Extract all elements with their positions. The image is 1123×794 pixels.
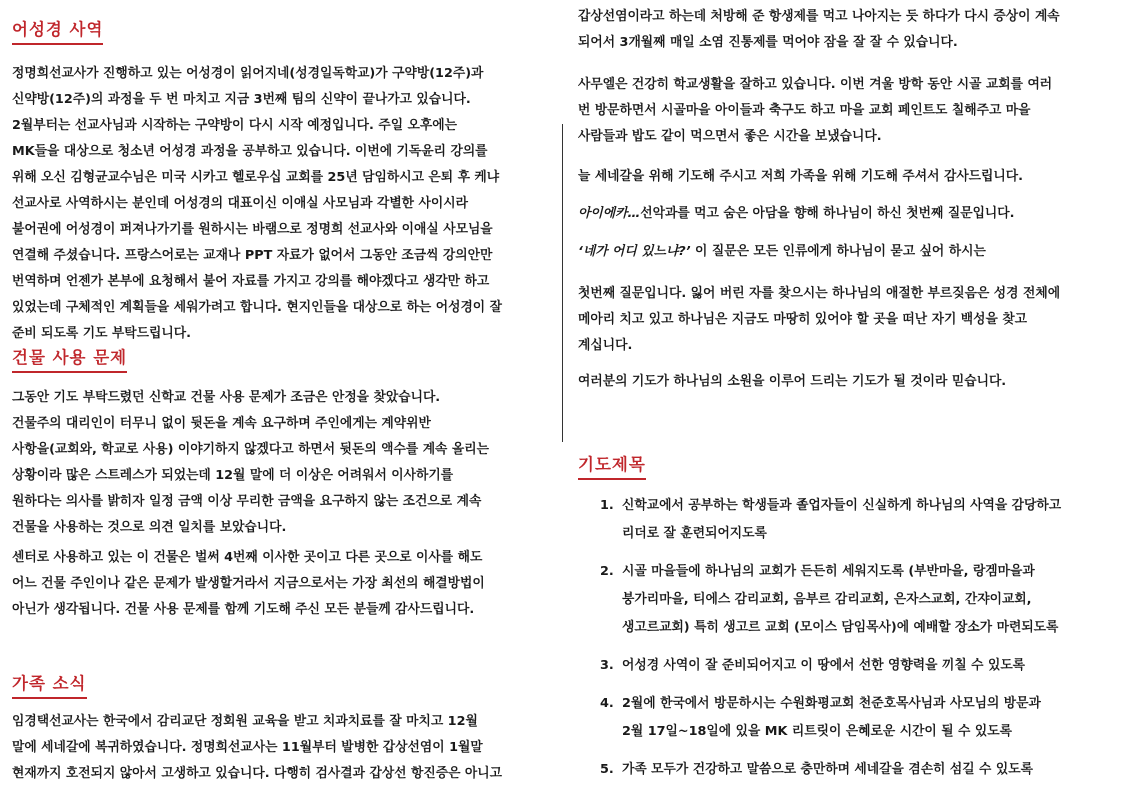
text-line: 정명희선교사가 진행하고 있는 어성경이 읽어지네(성경일독학교)가 구약방(12주)과 — [12, 66, 484, 81]
prayer-item-text: 시골 마을들에 하나님의 교회가 든든히 세워지도록 (부반마을, 랑겜마을과 — [622, 564, 1035, 579]
prayer-item-text: 신학교에서 공부하는 학생들과 졸업자들이 신실하게 하나님의 사역을 감당하고 — [622, 498, 1062, 513]
text-line: 건물주의 대리인이 터무니 없이 뒷돈을 계속 요구하며 주인에게는 계약위반 — [12, 416, 431, 431]
prayer-item-number: 5. — [600, 762, 614, 777]
emphasis-aiyeka: 아이에카… — [578, 206, 641, 221]
text-line: 신약방(12주)의 과정을 두 번 마치고 지금 3번째 팀의 신약이 끝나가고 있습니다. — [12, 92, 471, 107]
text-line: 첫번째 질문입니다. 잃어 버린 자를 찾으시는 하나님의 애절한 부르짖음은 성경 전체에 — [578, 286, 1061, 301]
prayer-item — [600, 492, 1108, 548]
column-divider — [562, 124, 563, 442]
prayer-item-number: 2. — [600, 564, 614, 579]
family-paragraph-5: ‘네가 어디 있느냐?’ 이 질문은 모든 인류에게 하나님이 묻고 싶어 하시는 — [578, 244, 986, 259]
text-line: 번역하며 언젠가 본부에 요청해서 불어 자료를 가지고 강의를 해야겠다고 생각만 하고 — [12, 274, 490, 289]
text-line: 사항을(교회와, 학교로 사용) 이야기하지 않겠다고 하면서 뒷돈의 액수를 계속 올리는 — [12, 442, 489, 457]
building-paragraph-2 — [12, 545, 547, 623]
prayer-item — [600, 652, 1108, 680]
text-line: 2월부터는 선교사님과 시작하는 구약방이 다시 시작 예정입니다. 주일 오후에는 — [12, 118, 457, 133]
section-title-family: 가족 소식 — [12, 674, 87, 699]
text-line: 준비 되도록 기도 부탁드립니다. — [12, 326, 191, 341]
text-line: 갑상선염이라고 하는데 처방해 준 항생제를 먹고 나아지는 듯 하다가 다시 증상이 계속 — [578, 9, 1060, 24]
text-line: 센터로 사용하고 있는 이 건물은 벌써 4번째 이사한 곳이고 다른 곳으로 이사를 해도 — [12, 550, 483, 565]
family-paragraph-7: 여러분의 기도가 하나님의 소원을 이루어 드리는 기도가 될 것이라 믿습니다. — [578, 374, 1007, 389]
text-line: 불어권에 어성경이 퍼져나가기를 원하시는 바램으로 정명희 선교사와 이애실 사모님을 — [12, 222, 493, 237]
family-paragraph-6 — [578, 281, 1108, 359]
prayer-item-text: 가족 모두가 건강하고 말씀으로 충만하며 세네갈을 겸손히 섬길 수 있도록 — [622, 762, 1033, 777]
prayer-item — [600, 756, 1108, 784]
family-paragraph-1-continued — [578, 4, 1108, 56]
text-line: 말에 세네갈에 복귀하였습니다. 정명희선교사는 11월부터 발병한 갑상선염이 1월말 — [12, 740, 483, 755]
prayer-list — [600, 492, 1108, 794]
text-line: 아닌가 생각됩니다. 건물 사용 문제를 함께 기도해 주신 모든 분들께 감사드립니다. — [12, 602, 475, 617]
text-line: 그동안 기도 부탁드렸던 신학교 건물 사용 문제가 조금은 안정을 찾았습니다. — [12, 390, 441, 405]
text-line: 되어서 3개월째 매일 소염 진통제를 먹어야 잠을 잘 잘 수 있습니다. — [578, 35, 958, 50]
text-line: 메아리 치고 있고 하나님은 지금도 마땅히 있어야 할 곳을 떠난 자기 백성을 찾고 — [578, 312, 1028, 327]
text-line: 현재까지 호전되지 않아서 고생하고 있습니다. 다행히 검사결과 갑상선 항진증은 아니고 — [12, 766, 502, 781]
prayer-item-text: 어성경 사역이 잘 준비되어지고 이 땅에서 선한 영향력을 끼칠 수 있도록 — [622, 658, 1026, 673]
ministry-paragraph — [12, 61, 547, 347]
text-line: 사무엘은 건강히 학교생활을 잘하고 있습니다. 이번 겨울 방학 동안 시골 교회를 여러 — [578, 77, 1053, 92]
text-line: 위해 오신 김형균교수님은 미국 시카고 헬로우십 교회를 25년 담임하시고 은퇴 후 케냐 — [12, 170, 500, 185]
text-line: 임경택선교사는 한국에서 감리교단 정회원 교육을 받고 치과치료를 잘 마치고 12월 — [12, 714, 478, 729]
prayer-item-text: 생고르교회) 특히 생고르 교회 (모이스 담임목사)에 예배할 장소가 마련되도록 — [622, 620, 1059, 635]
prayer-item — [600, 558, 1108, 642]
section-title-prayer: 기도제목 — [578, 455, 646, 480]
prayer-item-text: 2월 17일~18일에 있을 MK 리트릿이 은혜로운 시간이 될 수 있도록 — [622, 724, 1012, 739]
prayer-item-text: 붕가리마을, 티에스 감리교회, 음부르 감리교회, 은자스교회, 간쟈이교회, — [622, 592, 1032, 607]
prayer-item-text: 2월에 한국에서 방문하시는 수원화평교회 천준호목사님과 사모님의 방문과 — [622, 696, 1041, 711]
section-title-building: 건물 사용 문제 — [12, 348, 127, 373]
section-title-ministry: 어성경 사역 — [12, 20, 103, 45]
text-line: 상황이라 많은 스트레스가 되었는데 12월 말에 더 이상은 어려워서 이사하기를 — [12, 468, 454, 483]
text-line: 건물을 사용하는 것으로 의견 일치를 보았습니다. — [12, 520, 287, 535]
text-line: 있었는데 구체적인 계획들을 세워가려고 합니다. 현지인들을 대상으로 하는 어성경이 잘 — [12, 300, 502, 315]
text-line: 번 방문하면서 시골마을 아이들과 축구도 하고 마을 교회 페인트도 칠해주고 마을 — [578, 103, 1031, 118]
text-line: MK들을 대상으로 청소년 어성경 과정을 공부하고 있습니다. 이번에 기독윤리 강의를 — [12, 144, 488, 159]
family-paragraph-2 — [578, 72, 1108, 150]
prayer-item — [600, 690, 1108, 746]
text-line: 어느 건물 주인이나 같은 문제가 발생할거라서 지금으로서는 가장 최선의 해결방법이 — [12, 576, 485, 591]
text-line: 연결해 주셨습니다. 프랑스어로는 교재나 PPT 자료가 없어서 그동안 조금씩 강의안만 — [12, 248, 493, 263]
prayer-item-number: 4. — [600, 696, 614, 711]
prayer-item-number: 1. — [600, 498, 614, 513]
prayer-item-text: 리더로 잘 훈련되어지도록 — [622, 526, 767, 541]
family-paragraph-1 — [12, 709, 547, 787]
building-paragraph-1 — [12, 385, 547, 541]
emphasis-where-are-you: ‘네가 어디 있느냐?’ — [578, 244, 691, 259]
family-paragraph-3: 늘 세네갈을 위해 기도해 주시고 저희 가족을 위해 기도해 주셔서 감사드립니다. — [578, 169, 1023, 184]
text-line: 사람들과 밥도 같이 먹으면서 좋은 시간을 보냈습니다. — [578, 129, 882, 144]
text-line: 계십니다. — [578, 338, 633, 353]
family-paragraph-4: 아이에카…선악과를 먹고 숨은 아담을 향해 하나님이 하신 첫번째 질문입니다. — [578, 206, 1015, 221]
text-line: 선교사로 사역하시는 분인데 어성경의 대표이신 이애실 사모님과 각별한 사이시라 — [12, 196, 468, 211]
prayer-item-number: 3. — [600, 658, 614, 673]
text-line: 원하다는 의사를 밝히자 일정 금액 이상 무리한 금액을 요구하지 않는 조건으로 계속 — [12, 494, 482, 509]
